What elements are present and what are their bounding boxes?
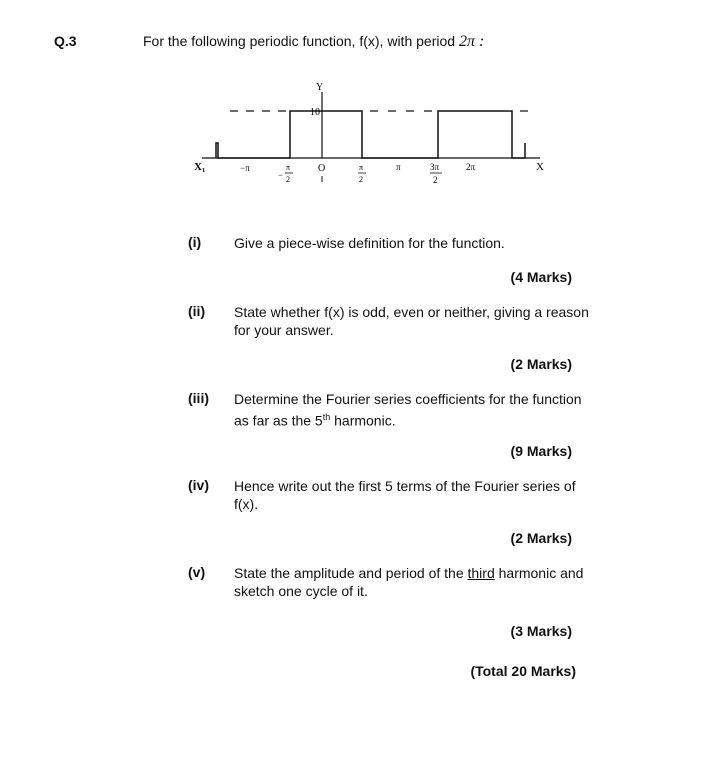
part-v-text	[234, 564, 594, 600]
part-iii-label: (iii)	[188, 390, 209, 406]
tick-2pi: 2π	[466, 162, 476, 172]
level-label: 10	[310, 107, 320, 118]
part-v-text-a: State the amplitude and period of the	[234, 565, 468, 581]
part-iii-text-a: Determine the Fourier series coefficients for the function as far as the 5	[234, 391, 582, 429]
part-iii-text	[234, 390, 594, 430]
x-right-label: X	[536, 161, 544, 173]
part-v-label: (v)	[188, 564, 206, 580]
tick-neg-pi: −π	[240, 163, 250, 173]
part-ii-text: State whether f(x) is odd, even or neither, giving a reason for your answer.	[234, 304, 589, 338]
part-iii-text-b: harmonic.	[330, 412, 396, 429]
tick-3pi-2-num: 3π	[430, 162, 440, 172]
total-marks: (Total 20 Marks)	[470, 663, 576, 679]
part-iii-sup: th	[322, 412, 331, 422]
square-wave-graph	[190, 78, 560, 198]
part-v-marks: (3 Marks)	[510, 623, 572, 639]
part-iv-text: Hence write out the first 5 terms of the Fourier series of f(x).	[234, 478, 576, 512]
part-iii-marks: (9 Marks)	[510, 443, 572, 459]
tick-pi: π	[396, 162, 401, 172]
tick-neg-pi-2-den: 2	[286, 175, 290, 184]
tick-neg-pi-2-sign: −	[278, 170, 284, 180]
tick-pi-2-den: 2	[359, 175, 363, 184]
part-i-label: (i)	[188, 234, 202, 250]
x-left-label: X₁	[194, 161, 206, 173]
part-iv-label: (iv)	[188, 477, 209, 493]
part-i-marks: (4 Marks)	[510, 269, 572, 285]
part-i-text: Give a piece-wise definition for the function.	[234, 235, 505, 251]
y-axis-label: Y	[316, 82, 324, 93]
tick-3pi-2-den: 2	[433, 175, 438, 185]
part-iv-marks: (2 Marks)	[510, 530, 572, 546]
tick-neg-pi-2-num: π	[286, 163, 291, 172]
intro-text: For the following periodic function, f(x), with period	[143, 33, 456, 49]
part-v-text-b: harmonic and sketch one cycle of it.	[234, 565, 584, 599]
question-number: Q.3	[54, 33, 77, 49]
period-value: 2π :	[458, 33, 485, 50]
tick-pi-2-num: π	[359, 163, 364, 172]
part-v-underlined: third	[467, 565, 495, 581]
square-wave-line	[216, 111, 525, 158]
question-intro	[143, 33, 484, 51]
part-ii-label: (ii)	[188, 303, 206, 319]
part-ii-marks: (2 Marks)	[510, 356, 572, 372]
origin-label: O	[318, 163, 326, 174]
